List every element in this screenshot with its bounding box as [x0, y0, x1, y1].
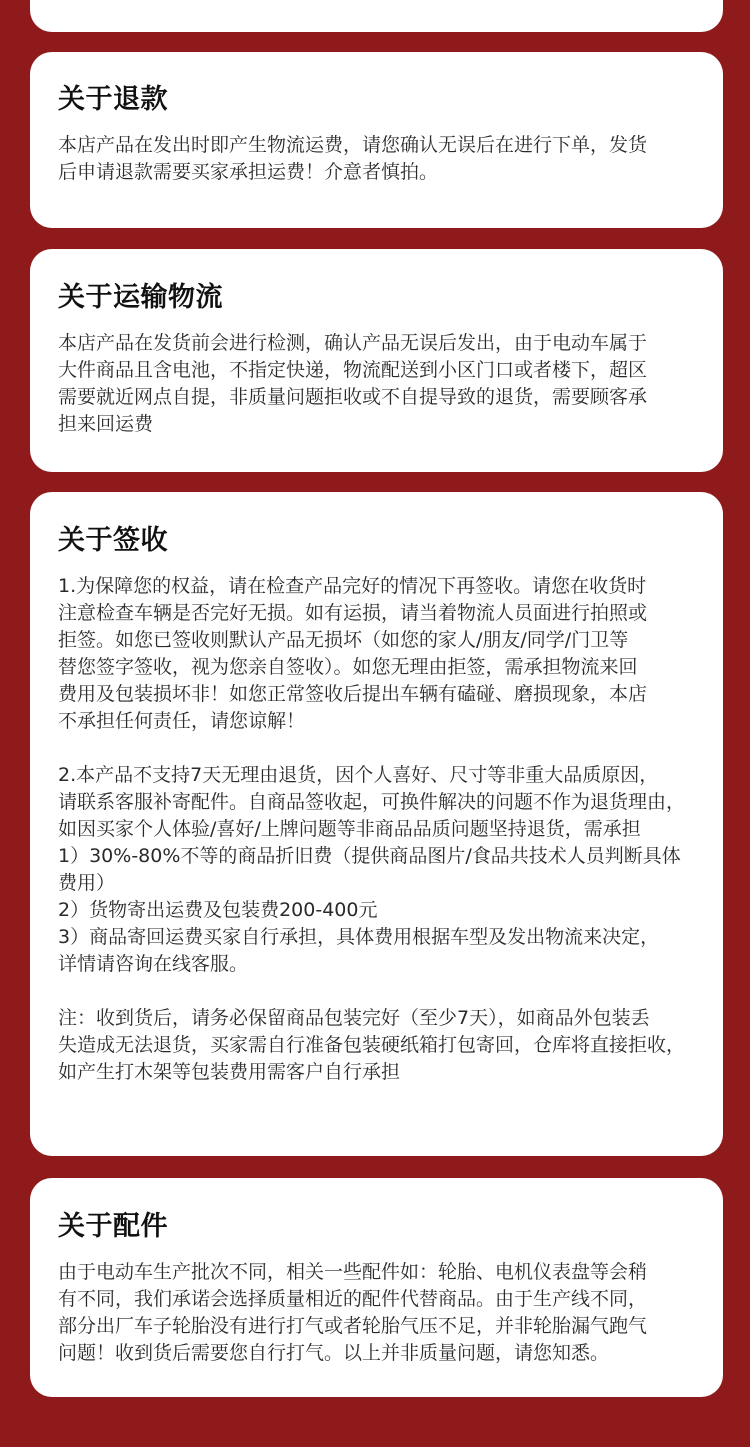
section-body: [58, 1259, 703, 1367]
body-line: 本店产品在发出时即产生物流运费，请您确认无误后在进行下单，发货: [58, 134, 648, 156]
body-line: 1.为保障您的权益，请在检查产品完好的情况下再签收。请您在收货时: [58, 575, 647, 597]
body-line: 费用及包装损坏非！如您正常签收后提出车辆有磕碰、磨损现象，本店: [58, 683, 648, 705]
signing-section: [30, 492, 723, 1156]
body-line: 请联系客服补寄配件。自商品签收起，可换件解决的问题不作为退货理由，: [58, 791, 686, 813]
body-line: 大件商品且含电池，不指定快递，物流配送到小区门口或者楼下，超区: [58, 359, 648, 381]
previous-section-card: [30, 0, 723, 32]
body-line: 2.本产品不支持7天无理由退货，因个人喜好、尺寸等非重大品质原因，: [58, 764, 659, 786]
section-title: 关于签收: [58, 525, 168, 556]
section-title: 关于运输物流: [58, 282, 223, 313]
body-line: 拒签。如您已签收则默认产品无损坏（如您的家人/朋友/同学/门卫等: [58, 629, 629, 651]
body-line: 注：收到货后，请务必保留商品包装完好（至少7天），如商品外包装丢: [58, 1007, 650, 1029]
body-line: 由于电动车生产批次不同，相关一些配件如：轮胎、电机仪表盘等会稍: [58, 1261, 648, 1283]
section-body: [58, 330, 703, 438]
body-line: 后申请退款需要买家承担运费！介意者慎拍。: [58, 161, 439, 183]
body-line: 需要就近网点自提，非质量问题拒收或不自提导致的退货，需要顾客承: [58, 386, 648, 408]
body-line: 如产生打木架等包装费用需客户自行承担: [58, 1061, 401, 1083]
body-line: 1）30%-80%不等的商品折旧费（提供商品图片/食品共技术人员判断具体: [58, 845, 681, 867]
body-line: 失造成无法退货，买家需自行准备包装硬纸箱打包寄回，仓库将直接拒收，: [58, 1034, 686, 1056]
section-body: [58, 573, 703, 1086]
body-line: 替您签字签收，视为您亲自签收）。如您无理由拒签，需承担物流来回: [58, 656, 638, 678]
accessories-section: [30, 1178, 723, 1397]
body-line: 问题！收到货后需要您自行打气。以上并非质量问题，请您知悉。: [58, 1342, 610, 1364]
body-line: 如因买家个人体验/喜好/上牌问题等非商品品质问题坚持退货，需承担: [58, 818, 641, 840]
body-line: 不承担任何责任，请您谅解！: [58, 710, 306, 732]
section-title: 关于配件: [58, 1211, 168, 1242]
body-line: 本店产品在发货前会进行检测，确认产品无误后发出，由于电动车属于: [58, 332, 648, 354]
body-line: 担来回运费: [58, 413, 154, 435]
body-line: 部分出厂车子轮胎没有进行打气或者轮胎气压不足，并非轮胎漏气跑气: [58, 1315, 648, 1337]
paragraph-gap: [58, 735, 703, 762]
body-line: 费用）: [58, 872, 116, 894]
paragraph-gap: [58, 978, 703, 1005]
shipping-section: [30, 249, 723, 472]
refund-section: [30, 52, 723, 228]
section-body: [58, 132, 703, 186]
body-line: 注意检查车辆是否完好无损。如有运损，请当着物流人员面进行拍照或: [58, 602, 648, 624]
body-line: 3）商品寄回运费买家自行承担，具体费用根据车型及发出物流来决定，: [58, 926, 660, 948]
section-title: 关于退款: [58, 84, 168, 115]
body-line: 2）货物寄出运费及包装费200-400元: [58, 899, 378, 921]
body-line: 有不同，我们承诺会选择质量相近的配件代替商品。由于生产线不同，: [58, 1288, 648, 1310]
body-line: 详情请咨询在线客服。: [58, 953, 249, 975]
